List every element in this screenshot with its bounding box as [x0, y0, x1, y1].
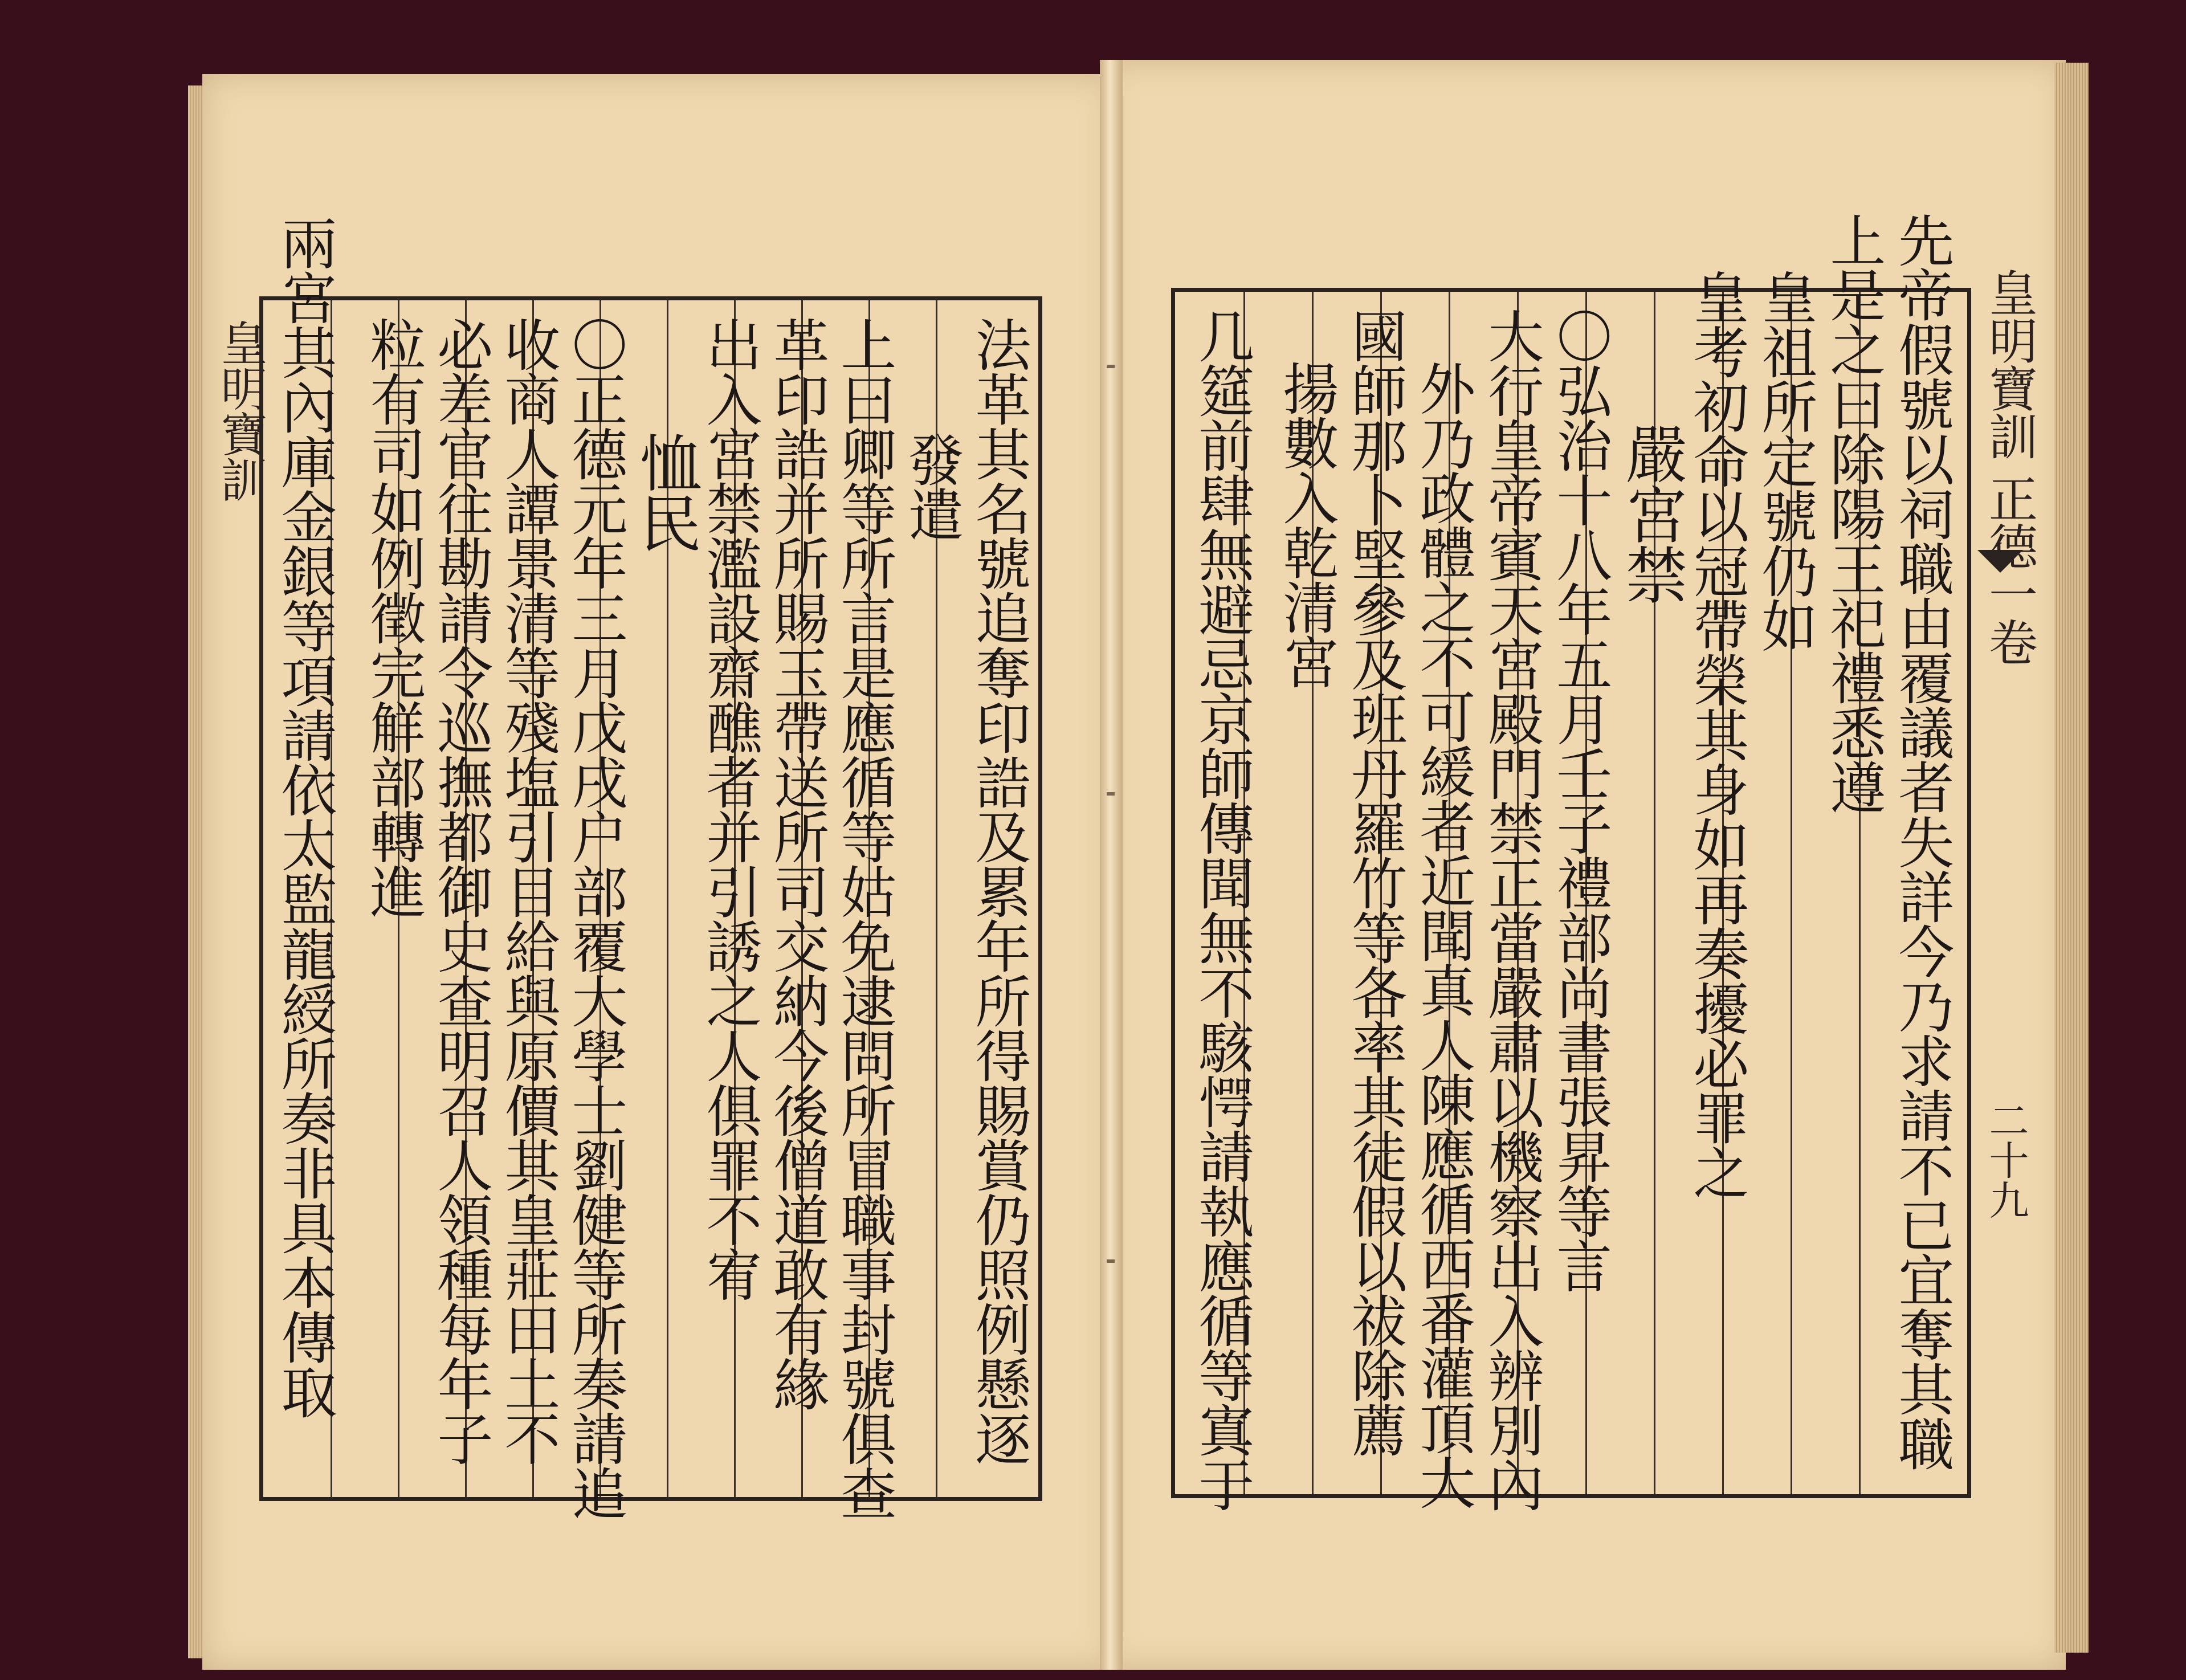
left-margin-header-text: 皇明寶訓 [213, 319, 267, 501]
book-spine [1100, 60, 1123, 1670]
right-margin-header-text: 皇明寶訓 正德一卷 [1980, 268, 2037, 666]
text-column: 必差官往勘請令巡撫都御史查明召人領種每年子 [427, 316, 493, 1465]
text-column: 法革其名號追奪印誥及累年所得賜賞仍照例懸逐 [965, 316, 1031, 1465]
text-column: 出入宮禁濫設齋醮者并引誘之人俱罪不宥 [696, 316, 762, 1301]
text-column: 上是之曰除陽王祀禮悉遵 [1820, 212, 1886, 814]
text-column: 揚數入乾清宮 [1273, 360, 1339, 688]
text-column: 上曰卿等所言是應循等姑免逮問所冒職事封號俱查 [831, 316, 896, 1520]
folio-number: 二十九 [1983, 1100, 2029, 1220]
binding-stitch [1107, 792, 1115, 796]
text-column: 〇弘治十八年五月壬子禮部尚書張昇等言 [1547, 308, 1612, 1292]
right-page-edges [2054, 63, 2089, 1653]
text-column: 發遣 [898, 431, 964, 541]
binding-stitch [1107, 365, 1115, 368]
fishtail-mark [1977, 550, 2023, 573]
text-column: 几筵前肆無避忌京師傳聞無不駭愕請執應循等寘于 [1189, 308, 1254, 1511]
text-column: 皇祖所定號仍如 [1752, 269, 1817, 652]
text-column: 外乃政體之不可緩者近聞真人陳應循西番灌頂大 [1410, 360, 1475, 1509]
text-column: 粒有司如例徵完觧部轉進 [360, 316, 426, 918]
text-column: 先帝假號以祠職由覆議者失詳今乃求請不已宜奪其職 [1889, 212, 1954, 1470]
binding-stitch [1107, 1259, 1115, 1263]
section-heading: 恤民 [629, 431, 701, 552]
right-margin-header [1969, 268, 2037, 1180]
section-heading: 嚴宮禁 [1615, 423, 1687, 604]
text-column: 兩宮其內庫金銀等項請依太監龍綬所奏非具本傳取 [271, 215, 337, 1418]
left-text-frame [259, 215, 1042, 1520]
right-text-frame [1171, 212, 1971, 1511]
text-column: 皇考初命以冠帶榮其身如再奏擾必罪之 [1683, 269, 1749, 1199]
left-margin-header [202, 296, 267, 1493]
text-column: 大行皇帝賓天宮殿門禁正當嚴肅以機察出入辨別內 [1478, 308, 1544, 1511]
text-column: 收商人譚景清等殘塩引目給與原價其皇莊田土不 [495, 316, 560, 1465]
text-column: 革印誥并所賜玉帶送所司交納今後僧道敢有緣 [764, 316, 829, 1410]
text-column: 國師那卜堅參及班丹羅竹等各率其徒假以祓除薦 [1341, 308, 1407, 1457]
text-column: 〇正德元年三月戊戌户部覆大學士劉健等所奏請追 [562, 316, 627, 1520]
